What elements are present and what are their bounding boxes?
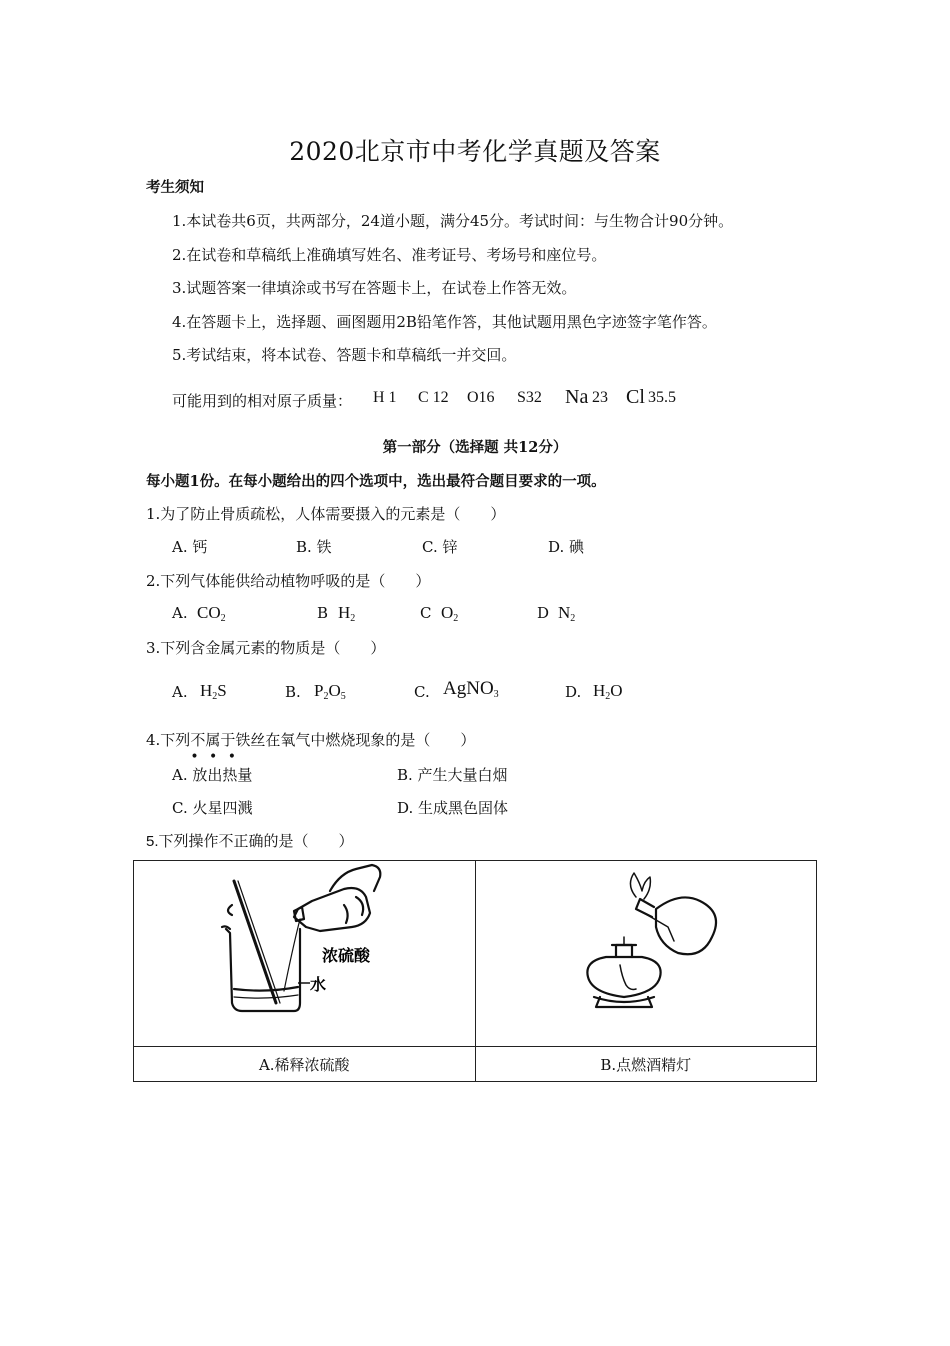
- caption-a: A.稀释浓硫酸: [134, 1047, 476, 1082]
- mass-na-value: 23: [592, 389, 608, 406]
- q4-option-b: B. 产生大量白烟: [397, 766, 508, 784]
- mass-o: O16: [467, 389, 495, 406]
- figure-b-cell: [475, 861, 817, 1047]
- q2-formula-a: $CO_2$: [197, 603, 226, 624]
- mass-s: S32: [517, 389, 542, 406]
- label-water: 水: [310, 975, 327, 994]
- emphasis-dots: • • •: [190, 749, 239, 765]
- mass-na-symbol: Na: [565, 386, 589, 408]
- q1-option-b: B. 铁: [296, 538, 332, 556]
- label-conc-acid: 浓硫酸: [322, 946, 371, 965]
- q3-stem: 3.下列含金属元素的物质是（ ）: [146, 639, 386, 657]
- q4-option-a: A. 放出热量: [172, 766, 253, 784]
- q3-label-c: C.: [414, 683, 430, 701]
- q4-emphasis: 不属于 • • •: [190, 731, 239, 765]
- q1-option-c: C. 锌: [422, 538, 458, 556]
- notice-item-3: 3.试题答案一律填涂或书写在答题卡上，在试卷上作答无效。: [172, 279, 577, 297]
- alcohol-lamp-illustration: [476, 861, 816, 1046]
- mass-cl-symbol: Cl: [626, 386, 645, 408]
- notice-item-2: 2.在试卷和草稿纸上准确填写姓名、准考证号、考场号和座位号。: [172, 246, 607, 264]
- mass-h: H 1: [373, 389, 397, 406]
- q1-stem: 1.为了防止骨质疏松，人体需要摄入的元素是（ ）: [146, 505, 506, 523]
- q5-figure-table: [133, 860, 817, 1082]
- q2-label-b: B: [317, 604, 329, 622]
- q3-label-a: A.: [172, 683, 188, 701]
- q1-option-a: A. 钙: [172, 538, 208, 556]
- atomic-mass-label: 可能用到的相对原子质量：: [172, 392, 353, 410]
- q4-option-c: C. 火星四溅: [172, 799, 253, 817]
- notice-item-4: 4.在答题卡上，选择题、画图题用2B铅笔作答，其他试题用黑色字迹签字笔作答。: [172, 313, 717, 331]
- part1-instruction: 每小题1份。在每小题给出的四个选项中，选出最符合题目要求的一项。: [146, 473, 606, 490]
- q2-label-a: A.: [172, 604, 188, 622]
- notice-heading: 考生须知: [146, 179, 204, 196]
- q3-formula-a: $H_2S$: [200, 681, 227, 702]
- q2-stem: 2.下列气体能供给动植物呼吸的是（ ）: [146, 572, 431, 590]
- q4-stem: 4.下列不属于 • • • 铁丝在氧气中燃烧现象的是（ ）: [146, 731, 476, 765]
- q3-label-d: D.: [565, 683, 582, 701]
- q4-option-d: D. 生成黑色固体: [397, 799, 509, 817]
- page-title: 2020北京市中考化学真题及答案: [289, 137, 661, 166]
- dilute-acid-illustration: [134, 861, 474, 1046]
- q2-label-d: D: [537, 604, 550, 622]
- q2-formula-d: $N_2$: [558, 603, 576, 624]
- notice-item-5: 5.考试结束，将本试卷、答题卡和草稿纸一并交回。: [172, 346, 517, 364]
- notice-item-1: 1.本试卷共6页，共两部分，24道小题，满分45分。考试时间：与生物合计90分钟。: [172, 212, 734, 230]
- mass-cl-value: 35.5: [648, 389, 676, 406]
- q3-formula-d: $H_2O$: [593, 681, 623, 702]
- q5-stem: 5.下列操作不正确的是（ ）: [146, 833, 354, 850]
- figure-a-cell: [134, 861, 476, 1047]
- q3-label-b: B.: [285, 683, 301, 701]
- q2-formula-c: $O_2$: [441, 603, 459, 624]
- caption-b: B.点燃酒精灯: [475, 1047, 817, 1082]
- mass-c: C 12: [418, 389, 449, 406]
- q2-label-c: C: [420, 604, 432, 622]
- q2-formula-b: $H_2$: [338, 603, 356, 624]
- q3-formula-b: $P_2O_5$: [314, 681, 346, 702]
- part1-heading: 第一部分（选择题 共12分）: [382, 439, 568, 456]
- q1-option-d: D. 碘: [548, 538, 585, 556]
- q3-formula-c: AgNO$_3$: [443, 678, 499, 700]
